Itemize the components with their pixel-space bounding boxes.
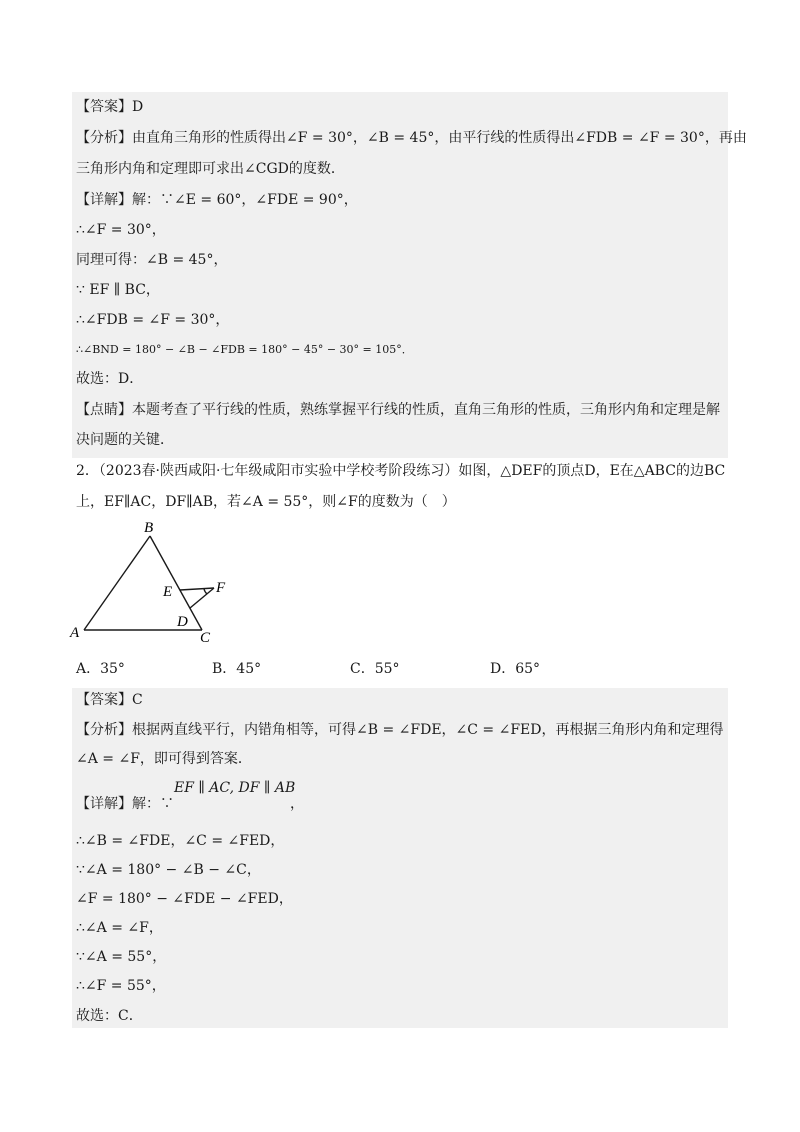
detail2-line-3: ∵∠A = 180° − ∠B − ∠C，: [76, 862, 261, 878]
angle-mark-F: [204, 589, 207, 594]
analysis-line-1: 【分析】由直角三角形的性质得出∠F = 30°，∠B = 45°，由平行线的性质得出∠FDB = ∠F = 30°，再由: [76, 130, 747, 146]
segment-EF: [180, 588, 214, 590]
answer-line-1: 【答案】D: [76, 99, 144, 115]
segment-AB: [84, 536, 150, 630]
analysis2-line-1: 【分析】根据两直线平行，内错角相等，可得∠B = ∠FDE，∠C = ∠FED，再根据三角形内角和定理得: [76, 722, 724, 738]
detail-line-5: ∴∠FDB = ∠F = 30°，: [76, 312, 230, 328]
analysis2-line-2: ∠A = ∠F，即可得到答案．: [76, 751, 252, 767]
label-E: E: [163, 584, 173, 600]
label-B: B: [144, 520, 154, 536]
detail2-prefix: 【详解】解：∵: [76, 796, 174, 812]
question-2-line-2: 上，EF∥AC，DF∥AB，若∠A = 55°，则∠F的度数为（ ）: [76, 494, 456, 510]
segment-BC: [150, 536, 202, 630]
detail2-line-5: ∴∠A = ∠F，: [76, 920, 163, 936]
question-2-line-1: 2．（2023春·陕西咸阳·七年级咸阳市实验中学校考阶段练习）如图，△DEF的顶点D，E在△ABC的边BC: [76, 463, 726, 479]
detail-line-1: 【详解】解：∵∠E = 60°，∠FDE = 90°，: [76, 192, 358, 208]
detail2-given: EF ∥ AC, DF ∥ AB: [174, 780, 296, 796]
detail-line-6: ∴∠BND = 180° − ∠B − ∠FDB = 180° − 45° − 30° = 105°．: [76, 343, 413, 356]
detail2-line-2: ∴∠B = ∠FDE，∠C = ∠FED，: [76, 833, 285, 849]
option-c: C．55°: [350, 661, 400, 677]
detail2-line-6: ∵∠A = 55°，: [76, 949, 167, 965]
answer-line-2: 【答案】C: [76, 692, 143, 708]
detail2-comma: ，: [290, 796, 304, 812]
detail-line-2: ∴∠F = 30°，: [76, 222, 166, 238]
choice-line-1: 故选：D．: [76, 371, 144, 387]
comment-line-2: 决问题的关键．: [76, 432, 174, 448]
label-C: C: [200, 630, 211, 646]
triangle-figure: [66, 516, 236, 646]
label-D: D: [177, 614, 188, 630]
label-A: A: [70, 625, 80, 641]
detail-line-3: 同理可得：∠B = 45°，: [76, 252, 228, 268]
comment-line-1: 【点睛】本题考查了平行线的性质，熟练掌握平行线的性质，直角三角形的性质，三角形内角和定理是解: [76, 402, 720, 418]
detail-line-4: ∵ EF ∥ BC，: [76, 282, 160, 298]
option-a: A．35°: [76, 661, 125, 677]
detail2-line-7: ∴∠F = 55°，: [76, 978, 166, 994]
detail2-line-4: ∠F = 180° − ∠FDE − ∠FED，: [76, 891, 293, 907]
segment-DF: [190, 588, 214, 608]
choice-line-2: 故选：C．: [76, 1008, 143, 1024]
option-b: B．45°: [212, 661, 262, 677]
option-d: D．65°: [490, 661, 541, 677]
label-F: F: [216, 580, 226, 596]
analysis-line-2: 三角形内角和定理即可求出∠CGD的度数．: [76, 161, 345, 177]
